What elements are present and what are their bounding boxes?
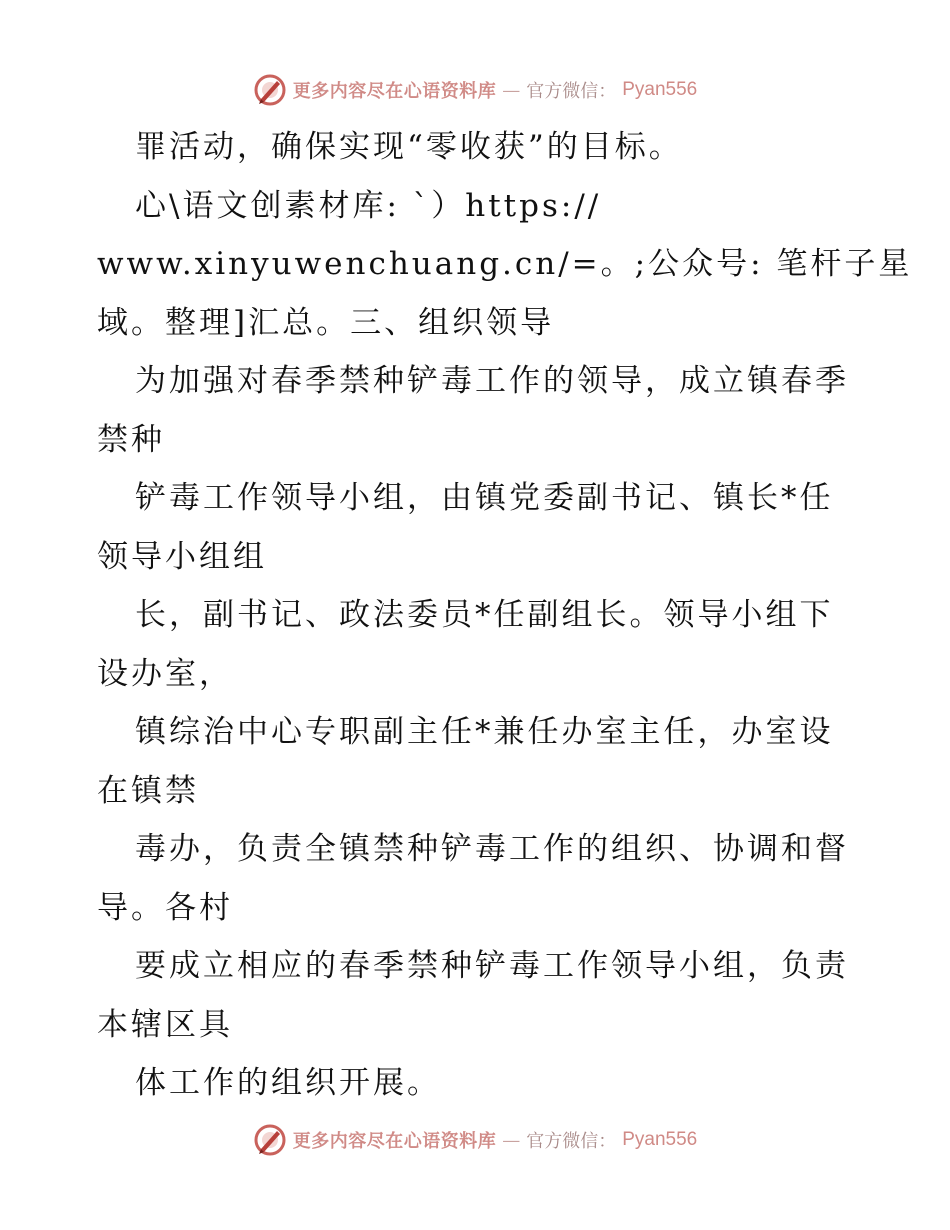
body-line: 导。各村 xyxy=(97,889,233,926)
banner-wechat-id: Pyan556 xyxy=(622,1129,698,1150)
banner-wechat-id: Pyan556 xyxy=(622,79,698,100)
body-line: 镇综治中心专职副主任*兼任办室主任，办室设 xyxy=(135,714,834,750)
banner-text: 更多内容尽在心语资料库 xyxy=(292,81,497,102)
pen-logo-icon xyxy=(253,1123,287,1157)
banner-separator: — xyxy=(502,1129,521,1151)
pen-logo-icon xyxy=(253,73,287,107)
banner-text: 更多内容尽在心语资料库 xyxy=(292,1131,497,1152)
body-line: 本辖区具 xyxy=(97,1006,233,1043)
banner-wechat-label: 官方微信： xyxy=(526,81,617,102)
body-line: 罪活动，确保实现“零收获”的目标。 xyxy=(135,129,683,165)
banner-separator: — xyxy=(502,79,521,101)
body-line: 毒办，负责全镇禁种铲毒工作的组织、协调和督 xyxy=(135,831,849,867)
body-line: www.xinyuwenchuang.cn/=。;公众号: 笔杆子星 xyxy=(97,246,913,282)
body-line: 禁种 xyxy=(97,421,165,458)
body-line: 铲毒工作领导小组，由镇党委副书记、镇长*任 xyxy=(135,480,834,516)
footer-banner xyxy=(0,1120,950,1160)
body-line: 域。整理]汇总。三、组织领导 xyxy=(97,304,555,341)
body-line: 心\语文创素材库: `）https:// xyxy=(135,187,602,224)
body-line: 设办室， xyxy=(97,655,233,692)
body-line: 要成立相应的春季禁种铲毒工作领导小组，负责 xyxy=(135,948,849,984)
body-line: 体工作的组织开展。 xyxy=(135,1065,441,1101)
document-body xyxy=(97,118,913,1113)
body-line: 领导小组组 xyxy=(97,538,267,575)
body-line: 在镇禁 xyxy=(97,772,199,809)
body-line: 长，副书记、政法委员*任副组长。领导小组下 xyxy=(135,597,834,633)
header-banner xyxy=(0,70,950,110)
body-line: 为加强对春季禁种铲毒工作的领导，成立镇春季 xyxy=(135,363,849,399)
banner-wechat-label: 官方微信： xyxy=(526,1131,617,1152)
